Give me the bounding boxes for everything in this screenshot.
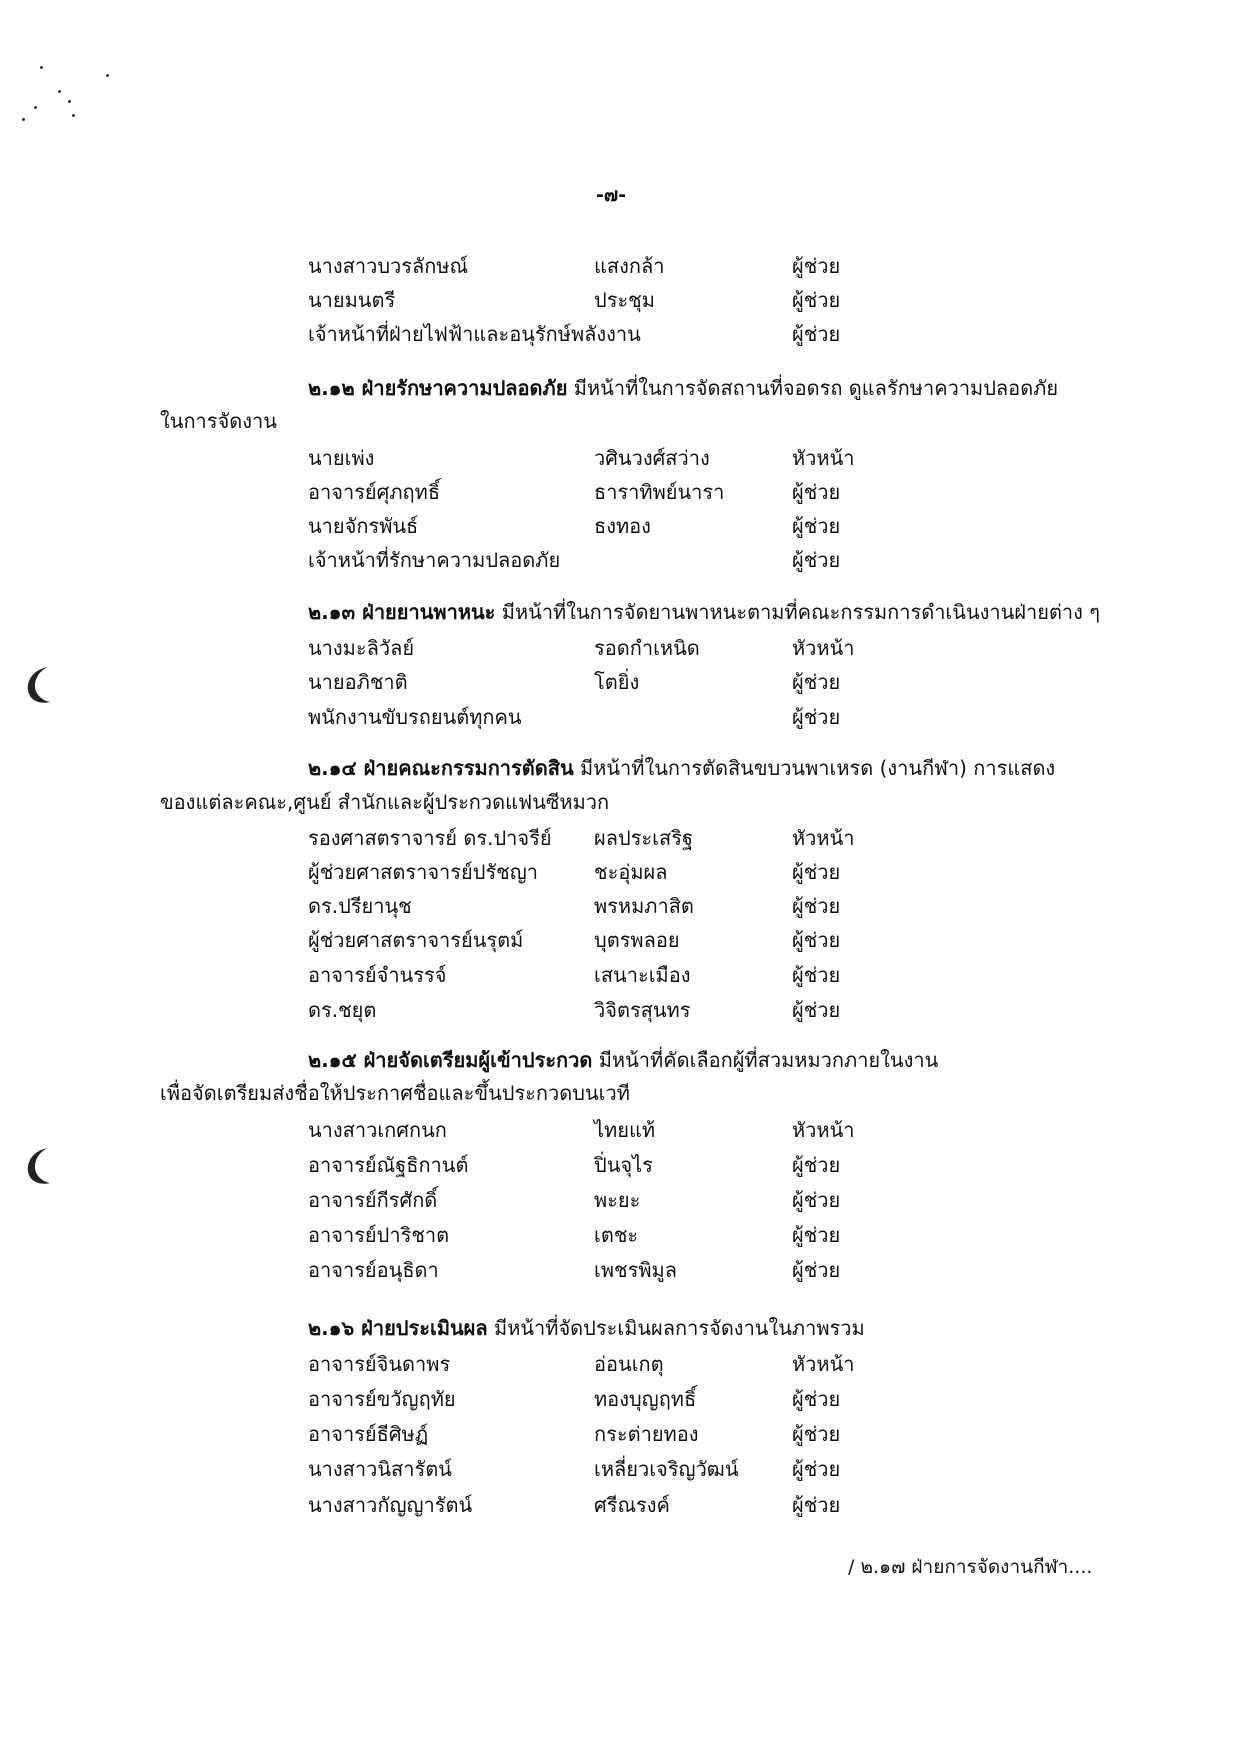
member-last-name: ธาราทิพย์นารา [594, 480, 725, 504]
member-last-name: ปิ่นจุไร [594, 1153, 653, 1177]
member-last-name: เสนาะเมือง [594, 963, 691, 987]
member-role: ผู้ช่วย [792, 1387, 841, 1411]
member-last-name: กระต่ายทอง [594, 1422, 699, 1446]
member-first-name: นางสาวเกศกนก [308, 1118, 447, 1142]
scan-speck [72, 114, 75, 117]
scan-speck [68, 100, 71, 103]
member-first-name: พนักงานขับรถยนต์ทุกคน [308, 705, 522, 729]
member-role: ผู้ช่วย [792, 963, 841, 987]
member-last-name: ชะอุ่มผล [594, 860, 668, 884]
member-first-name: นายจักรพันธ์ [308, 514, 419, 538]
member-last-name: บุตรพลอย [594, 928, 680, 952]
section-description: มีหน้าที่ในการจัดยานพาหนะตามที่คณะกรรมการดำเนินงานฝ่ายต่าง ๆ [495, 600, 1101, 624]
section-title: ๒.๑๒ ฝ่ายรักษาความปลอดภัย [308, 376, 568, 400]
section-heading [308, 1044, 938, 1076]
section-description: มีหน้าที่ในการตัดสินขบวนพาเหรด (งานกีฬา) การแสดง [573, 756, 1056, 780]
member-first-name: นายมนตรี [308, 288, 396, 312]
section-description: มีหน้าที่ในการจัดสถานที่จอดรถ ดูแลรักษาความปลอดภัย [567, 376, 1059, 400]
member-first-name: อาจารย์จำนรรจ์ [308, 963, 447, 987]
member-last-name: ไทยแท้ [594, 1118, 656, 1142]
member-last-name: แสงกล้า [594, 254, 665, 278]
member-first-name: นางสาวบวรลักษณ์ [308, 254, 469, 278]
scan-speck [22, 118, 25, 121]
member-first-name: นางมะลิวัลย์ [308, 636, 415, 660]
member-last-name: ศรีณรงค์ [594, 1493, 670, 1517]
section-heading [308, 1312, 865, 1344]
member-last-name: อ่อนเกตุ [594, 1352, 664, 1376]
scan-speck [106, 74, 109, 77]
member-role: ผู้ช่วย [792, 548, 841, 572]
section-description-continuation: ของแต่ละคณะ,ศูนย์ สำนักและผู้ประกวดแฟนซีหมวก [160, 790, 610, 814]
member-role: หัวหน้า [792, 1118, 855, 1142]
member-role: ผู้ช่วย [792, 1493, 841, 1517]
member-role: ผู้ช่วย [792, 998, 841, 1022]
section-description-continuation: เพื่อจัดเตรียมส่งชื่อให้ประกาศชื่อและขึ้นประกวดบนเวที [160, 1081, 630, 1105]
member-role: ผู้ช่วย [792, 705, 841, 729]
member-role: ผู้ช่วย [792, 1258, 841, 1282]
member-role: ผู้ช่วย [792, 1457, 841, 1481]
member-role: หัวหน้า [792, 446, 855, 470]
member-first-name: อาจารย์ขวัญฤทัย [308, 1387, 456, 1411]
member-last-name: วศินวงศ์สว่าง [594, 446, 710, 470]
continuation-footer: / ๒.๑๗ ฝ่ายการจัดงานกีฬา.... [848, 1556, 1093, 1578]
member-role: ผู้ช่วย [792, 928, 841, 952]
member-last-name: เพชรพิมูล [594, 1258, 677, 1282]
section-title: ๒.๑๓ ฝ่ายยานพาหนะ [308, 600, 496, 624]
member-role: หัวหน้า [792, 1352, 855, 1376]
member-first-name: ผู้ช่วยศาสตราจารย์นรุตม์ [308, 928, 524, 952]
member-first-name: ผู้ช่วยศาสตราจารย์ปรัชญา [308, 860, 539, 884]
section-title: ๒.๑๔ ฝ่ายคณะกรรมการตัดสิน [308, 756, 574, 780]
member-first-name: ดร.ชยุต [308, 998, 377, 1022]
member-last-name: พะยะ [594, 1188, 641, 1212]
member-role: ผู้ช่วย [792, 1153, 841, 1177]
member-first-name: ดร.ปรียานุช [308, 894, 412, 918]
member-first-name: อาจารย์อนุธิดา [308, 1258, 439, 1282]
member-last-name: ประชุม [594, 288, 655, 312]
member-role: ผู้ช่วย [792, 894, 841, 918]
member-first-name: เจ้าหน้าที่รักษาความปลอดภัย [308, 548, 561, 572]
member-first-name: นายอภิชาติ [308, 670, 408, 694]
member-role: ผู้ช่วย [792, 254, 841, 278]
section-title: ๒.๑๖ ฝ่ายประเมินผล [308, 1316, 488, 1340]
member-role: ผู้ช่วย [792, 514, 841, 538]
member-last-name: เหลี่ยวเจริญวัฒน์ [594, 1457, 739, 1481]
member-last-name: ธงทอง [594, 514, 651, 538]
member-first-name: นางสาวกัญญารัตน์ [308, 1493, 473, 1517]
section-heading [308, 752, 1055, 784]
member-first-name: นายเพ่ง [308, 446, 375, 470]
member-last-name: วิจิตรสุนทร [594, 998, 691, 1022]
scan-speck [40, 66, 43, 69]
member-role: หัวหน้า [792, 826, 855, 850]
binder-hole-mark-icon [22, 1145, 52, 1187]
member-role: ผู้ช่วย [792, 288, 841, 312]
member-first-name: อาจารย์ธีศิษฏ์ [308, 1422, 429, 1446]
section-description: มีหน้าที่จัดประเมินผลการจัดงานในภาพรวม [487, 1316, 865, 1340]
member-first-name: นางสาวนิสารัตน์ [308, 1457, 452, 1481]
scan-speck [58, 90, 61, 93]
member-role: ผู้ช่วย [792, 1422, 841, 1446]
scan-speck [34, 106, 37, 109]
section-heading [308, 372, 1058, 404]
member-last-name: พรหมภาสิต [594, 894, 694, 918]
member-role: ผู้ช่วย [792, 1223, 841, 1247]
member-first-name: อาจารย์จินดาพร [308, 1352, 451, 1376]
member-last-name: โตยิ่ง [594, 670, 640, 694]
section-description-continuation: ในการจัดงาน [160, 409, 277, 433]
member-first-name: อาจารย์ศุภฤทธิ์ [308, 480, 441, 504]
member-last-name: ผลประเสริฐ [594, 826, 693, 850]
section-title: ๒.๑๕ ฝ่ายจัดเตรียมผู้เข้าประกวด [308, 1048, 593, 1072]
member-first-name: อาจารย์ณัฐธิกานต์ [308, 1153, 469, 1177]
member-role: ผู้ช่วย [792, 322, 841, 346]
member-role: ผู้ช่วย [792, 670, 841, 694]
member-last-name: รอดกำเหนิด [594, 636, 700, 660]
member-last-name: ทองบุญฤทธิ์ [594, 1387, 697, 1411]
member-first-name: รองศาสตราจารย์ ดร.ปาจรีย์ [308, 826, 552, 850]
member-first-name: อาจารย์กีรศักดิ์ [308, 1188, 438, 1212]
page-number: -๗- [596, 184, 627, 206]
member-first-name: อาจารย์ปาริชาต [308, 1223, 450, 1247]
section-description: มีหน้าที่คัดเลือกผู้ที่สวมหมวกภายในงาน [592, 1048, 939, 1072]
member-role: ผู้ช่วย [792, 480, 841, 504]
member-role: หัวหน้า [792, 636, 855, 660]
binder-hole-mark-icon [22, 664, 52, 706]
member-last-name: เตชะ [594, 1223, 639, 1247]
member-role: ผู้ช่วย [792, 1188, 841, 1212]
member-role: ผู้ช่วย [792, 860, 841, 884]
member-first-name: เจ้าหน้าที่ฝ่ายไฟฟ้าและอนุรักษ์พลังงาน [308, 322, 641, 346]
section-heading [308, 596, 1100, 628]
